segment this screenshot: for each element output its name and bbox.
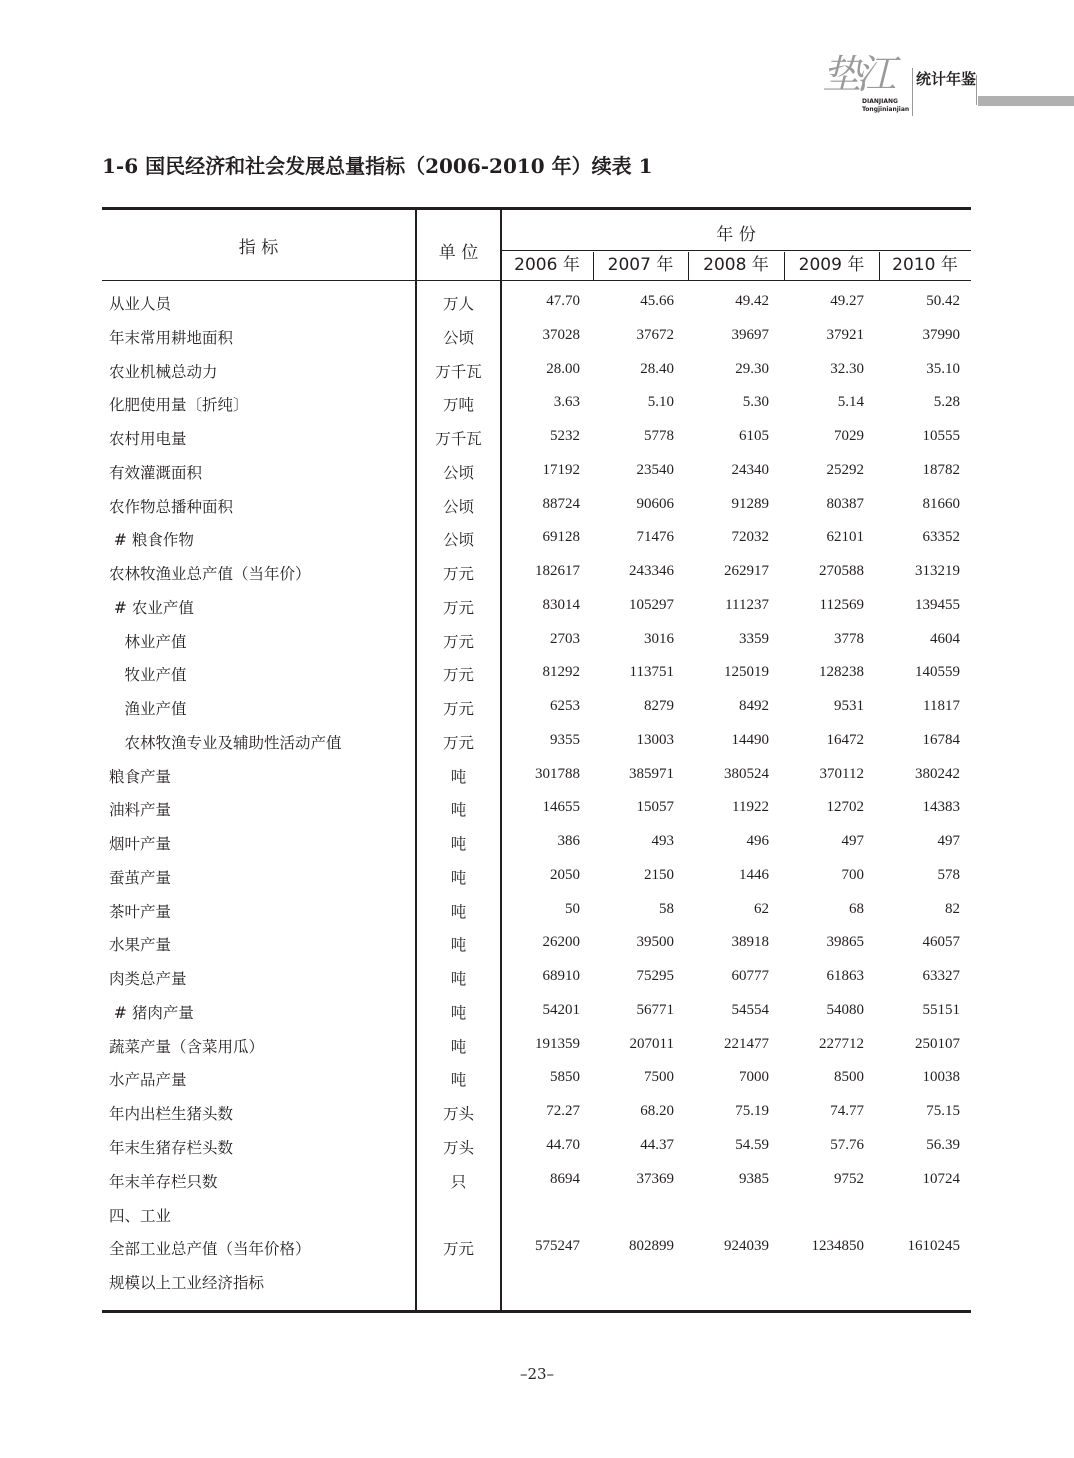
value-2007: 37672 bbox=[636, 326, 674, 343]
value-2008: 29.30 bbox=[735, 360, 769, 377]
value-2009: 5.14 bbox=[837, 394, 864, 411]
row-unit: 万千瓦 bbox=[435, 430, 482, 449]
table-row bbox=[102, 556, 971, 590]
table-row bbox=[102, 860, 971, 894]
value-2008: 5.30 bbox=[742, 394, 769, 411]
value-2007: 113751 bbox=[629, 664, 674, 681]
value-2010: 82 bbox=[945, 900, 960, 917]
value-2006: 3.63 bbox=[553, 394, 580, 411]
value-2009: 61863 bbox=[826, 968, 864, 985]
row-unit: 公顷 bbox=[442, 497, 474, 516]
value-2009: 68 bbox=[849, 900, 864, 917]
top-rule bbox=[102, 207, 971, 210]
value-2010: 75.15 bbox=[926, 1103, 960, 1120]
row-indicator: 年末常用耕地面积 bbox=[109, 328, 234, 347]
row-indicator: 水产品产量 bbox=[109, 1071, 187, 1090]
row-indicator: 水果产量 bbox=[109, 936, 172, 955]
value-2007: 15057 bbox=[636, 799, 674, 816]
row-indicator: 年末生猪存栏头数 bbox=[109, 1139, 234, 1157]
table-row bbox=[102, 1198, 971, 1232]
value-2007: 44.37 bbox=[640, 1137, 674, 1153]
table-row bbox=[102, 995, 971, 1029]
table-row bbox=[102, 657, 971, 691]
value-2009: 1234850 bbox=[811, 1238, 864, 1255]
value-2008: 54554 bbox=[731, 1001, 769, 1018]
value-2009: 9531 bbox=[834, 698, 864, 715]
value-2006: 26200 bbox=[542, 934, 580, 951]
year-divider bbox=[593, 252, 594, 280]
table-row bbox=[102, 759, 971, 793]
row-unit: 吨 bbox=[450, 868, 467, 887]
value-2009: 39865 bbox=[826, 934, 864, 951]
row-unit: 公顷 bbox=[442, 531, 474, 550]
header-unit: 单 位 bbox=[438, 243, 479, 263]
value-2009: 227712 bbox=[819, 1035, 864, 1052]
value-2007: 385971 bbox=[629, 765, 674, 782]
value-2008: 6105 bbox=[739, 428, 769, 445]
value-2010: 63352 bbox=[922, 529, 960, 546]
value-2010: 35.10 bbox=[926, 360, 960, 377]
row-indicator: 牧业产值 bbox=[109, 666, 187, 685]
value-2007: 243346 bbox=[629, 563, 674, 580]
row-unit: 万头 bbox=[442, 1105, 474, 1124]
value-2006: 6253 bbox=[550, 698, 580, 715]
row-unit: 万元 bbox=[442, 632, 474, 651]
table-row bbox=[102, 624, 971, 658]
table-row bbox=[102, 590, 971, 624]
value-2010: 4604 bbox=[930, 630, 960, 647]
header-year: 2007 年 bbox=[607, 255, 674, 275]
value-2008: 8492 bbox=[739, 698, 769, 715]
value-2009: 9752 bbox=[834, 1170, 864, 1187]
header-bar bbox=[978, 96, 1074, 106]
publication-name: 统计年鉴 bbox=[916, 70, 977, 88]
table-row bbox=[102, 1130, 971, 1164]
value-2006: 575247 bbox=[535, 1238, 580, 1255]
value-2006: 44.70 bbox=[546, 1137, 580, 1153]
value-2006: 69128 bbox=[542, 529, 580, 546]
value-2010: 578 bbox=[937, 866, 960, 883]
table-row bbox=[102, 691, 971, 725]
row-indicator: 林业产值 bbox=[109, 632, 187, 651]
row-indicator: # 农业产值 bbox=[109, 598, 194, 617]
row-indicator: 化肥使用量〔折纯〕 bbox=[109, 396, 249, 415]
row-unit: 万元 bbox=[442, 666, 474, 685]
value-2006: 47.70 bbox=[546, 293, 580, 309]
header-year: 2010 年 bbox=[892, 255, 958, 275]
value-2009: 74.77 bbox=[830, 1103, 864, 1120]
value-2008: 3359 bbox=[739, 630, 769, 647]
table-row bbox=[102, 1096, 971, 1130]
value-2008: 111237 bbox=[725, 596, 769, 613]
value-2007: 23540 bbox=[636, 461, 674, 478]
value-2006: 37028 bbox=[542, 326, 580, 343]
value-2008: 125019 bbox=[724, 664, 769, 681]
value-2008: 62 bbox=[754, 900, 769, 917]
row-unit: 公顷 bbox=[442, 328, 474, 347]
row-indicator: 四、工业 bbox=[109, 1206, 172, 1225]
row-indicator: 肉类总产量 bbox=[109, 970, 187, 989]
row-indicator: 蔬菜产量（含菜用瓜） bbox=[109, 1037, 265, 1056]
value-2006: 83014 bbox=[542, 596, 580, 613]
value-2008: 72032 bbox=[731, 529, 769, 546]
row-unit: 吨 bbox=[450, 1037, 467, 1056]
table-row bbox=[102, 961, 971, 995]
value-2006: 14655 bbox=[542, 799, 580, 816]
value-2008: 262917 bbox=[724, 563, 769, 580]
row-indicator: 渔业产值 bbox=[109, 700, 187, 719]
value-2010: 37990 bbox=[922, 326, 960, 343]
value-2006: 2703 bbox=[550, 630, 580, 647]
table-row bbox=[102, 894, 971, 928]
table-title: 1-6 国民经济和社会发展总量指标（2006-2010 年）续表 1 bbox=[102, 154, 653, 178]
value-2008: 7000 bbox=[739, 1069, 769, 1086]
row-indicator: 农村用电量 bbox=[109, 430, 187, 449]
row-unit: 万元 bbox=[442, 700, 474, 719]
value-2008: 9385 bbox=[739, 1170, 769, 1187]
table-row bbox=[102, 725, 971, 759]
header-year: 2006 年 bbox=[514, 255, 580, 275]
row-indicator: 从业人员 bbox=[109, 295, 172, 313]
value-2006: 88724 bbox=[542, 495, 580, 512]
value-2007: 3016 bbox=[644, 630, 674, 647]
row-unit: 万元 bbox=[442, 598, 474, 617]
row-unit: 万元 bbox=[442, 733, 474, 752]
table-row bbox=[102, 792, 971, 826]
value-2008: 380524 bbox=[724, 765, 769, 782]
value-2009: 12702 bbox=[826, 799, 864, 816]
value-2008: 24340 bbox=[731, 461, 769, 478]
value-2006: 5232 bbox=[550, 428, 580, 445]
header-divider bbox=[976, 75, 977, 105]
value-2006: 81292 bbox=[542, 664, 580, 681]
logo-calligraphy: 垫江 bbox=[822, 52, 890, 98]
value-2008: 60777 bbox=[731, 968, 769, 985]
header-year: 2009 年 bbox=[798, 255, 865, 275]
row-unit: 万头 bbox=[442, 1139, 474, 1157]
value-2010: 11817 bbox=[923, 698, 960, 715]
table-row bbox=[102, 1029, 971, 1063]
row-indicator: 农业机械总动力 bbox=[109, 362, 218, 381]
value-2010: 250107 bbox=[915, 1035, 960, 1052]
value-2009: 54080 bbox=[826, 1001, 864, 1018]
row-unit: 吨 bbox=[450, 970, 467, 989]
value-2009: 32.30 bbox=[830, 360, 864, 377]
header-indicator: 指 标 bbox=[238, 238, 279, 258]
value-2010: 10555 bbox=[922, 428, 960, 445]
table-row bbox=[102, 927, 971, 961]
row-unit: 吨 bbox=[450, 936, 467, 955]
table-row bbox=[102, 387, 971, 421]
value-2008: 38918 bbox=[731, 934, 769, 951]
value-2006: 17192 bbox=[542, 461, 580, 478]
value-2009: 700 bbox=[841, 866, 864, 883]
table-row bbox=[102, 1231, 971, 1265]
page-number: –23– bbox=[519, 1365, 555, 1383]
value-2006: 191359 bbox=[535, 1035, 580, 1052]
value-2009: 8500 bbox=[834, 1069, 864, 1086]
row-indicator: 全部工业总产值（当年价格） bbox=[109, 1240, 311, 1259]
value-2009: 37921 bbox=[826, 326, 864, 343]
row-unit: 万千瓦 bbox=[435, 362, 482, 381]
row-indicator: 农林牧渔业总产值（当年价） bbox=[109, 565, 311, 584]
row-unit: 吨 bbox=[450, 1003, 467, 1022]
value-2009: 112569 bbox=[819, 596, 864, 613]
value-2006: 72.27 bbox=[546, 1103, 580, 1120]
row-indicator: # 猪肉产量 bbox=[109, 1003, 194, 1022]
value-2006: 301788 bbox=[535, 765, 580, 782]
row-indicator: 有效灌溉面积 bbox=[109, 463, 203, 482]
header-year-group: 年 份 bbox=[716, 225, 756, 245]
table-row bbox=[102, 522, 971, 556]
value-2010: 81660 bbox=[922, 495, 960, 512]
table-row bbox=[102, 455, 971, 489]
header-year: 2008 年 bbox=[703, 255, 769, 275]
value-2006: 50 bbox=[565, 900, 580, 917]
value-2009: 497 bbox=[841, 833, 864, 850]
year-divider bbox=[879, 252, 880, 280]
value-2007: 56771 bbox=[636, 1001, 674, 1018]
row-indicator: 蚕茧产量 bbox=[109, 868, 172, 887]
value-2007: 71476 bbox=[636, 529, 674, 546]
table-row bbox=[102, 421, 971, 455]
row-indicator: 粮食产量 bbox=[109, 767, 172, 786]
table-row bbox=[102, 354, 971, 388]
row-indicator: 茶叶产量 bbox=[109, 902, 172, 921]
value-2008: 75.19 bbox=[735, 1103, 769, 1120]
row-unit: 万吨 bbox=[442, 396, 474, 415]
value-2010: 313219 bbox=[915, 563, 960, 580]
table-row bbox=[102, 320, 971, 354]
value-2010: 16784 bbox=[922, 731, 960, 748]
value-2010: 497 bbox=[937, 833, 960, 850]
value-2010: 1610245 bbox=[907, 1238, 960, 1255]
year-divider bbox=[784, 252, 785, 280]
value-2009: 7029 bbox=[834, 428, 864, 445]
row-unit: 吨 bbox=[450, 767, 467, 786]
value-2009: 57.76 bbox=[830, 1137, 864, 1153]
table-row bbox=[102, 826, 971, 860]
row-unit: 吨 bbox=[450, 835, 467, 854]
value-2009: 80387 bbox=[826, 495, 864, 512]
value-2007: 802899 bbox=[629, 1238, 674, 1255]
row-unit: 万元 bbox=[442, 1240, 474, 1259]
value-2010: 14383 bbox=[922, 799, 960, 816]
value-2009: 3778 bbox=[834, 630, 864, 647]
row-indicator: 油料产量 bbox=[109, 801, 172, 820]
value-2008: 54.59 bbox=[735, 1137, 769, 1153]
value-2006: 28.00 bbox=[546, 360, 580, 377]
yearbook-logo bbox=[822, 54, 976, 116]
value-2007: 28.40 bbox=[640, 360, 674, 377]
row-unit: 公顷 bbox=[442, 463, 474, 482]
value-2010: 5.28 bbox=[933, 394, 960, 411]
table-row bbox=[102, 489, 971, 523]
table-row bbox=[102, 1062, 971, 1096]
value-2009: 49.27 bbox=[830, 293, 864, 309]
row-indicator: 烟叶产量 bbox=[109, 835, 172, 854]
value-2009: 16472 bbox=[826, 731, 864, 748]
value-2008: 91289 bbox=[731, 495, 769, 512]
row-unit: 吨 bbox=[450, 1071, 467, 1090]
table-row bbox=[102, 286, 971, 320]
value-2006: 68910 bbox=[542, 968, 580, 985]
row-unit: 吨 bbox=[450, 902, 467, 921]
value-2007: 8279 bbox=[644, 698, 674, 715]
value-2007: 39500 bbox=[636, 934, 674, 951]
row-indicator: # 粮食作物 bbox=[109, 531, 194, 550]
value-2008: 496 bbox=[746, 833, 769, 850]
value-2010: 139455 bbox=[915, 596, 960, 613]
logo-divider bbox=[912, 68, 913, 116]
table-row bbox=[102, 1265, 971, 1299]
value-2008: 49.42 bbox=[735, 293, 769, 309]
value-2006: 9355 bbox=[550, 731, 580, 748]
value-2006: 54201 bbox=[542, 1001, 580, 1018]
value-2009: 370112 bbox=[819, 765, 864, 782]
value-2006: 2050 bbox=[550, 866, 580, 883]
value-2007: 7500 bbox=[644, 1069, 674, 1086]
value-2007: 5.10 bbox=[647, 394, 674, 411]
year-divider bbox=[688, 252, 689, 280]
value-2010: 18782 bbox=[922, 461, 960, 478]
value-2009: 25292 bbox=[826, 461, 864, 478]
value-2007: 90606 bbox=[636, 495, 674, 512]
logo-pinyin: DIANJIANG bbox=[862, 98, 898, 105]
value-2007: 45.66 bbox=[640, 293, 674, 309]
row-indicator: 农作物总播种面积 bbox=[109, 497, 234, 516]
value-2010: 10724 bbox=[922, 1170, 960, 1187]
value-2007: 75295 bbox=[636, 968, 674, 985]
row-unit: 只 bbox=[450, 1172, 467, 1191]
row-unit: 吨 bbox=[450, 801, 467, 820]
value-2006: 5850 bbox=[550, 1069, 580, 1086]
value-2007: 68.20 bbox=[640, 1103, 674, 1120]
value-2009: 270588 bbox=[819, 563, 864, 580]
value-2010: 63327 bbox=[922, 968, 960, 985]
value-2008: 1446 bbox=[739, 866, 769, 883]
row-indicator: 年末羊存栏只数 bbox=[109, 1172, 218, 1191]
value-2010: 10038 bbox=[922, 1069, 960, 1086]
value-2006: 182617 bbox=[535, 563, 580, 580]
row-indicator: 年内出栏生猪头数 bbox=[109, 1105, 234, 1124]
value-2007: 207011 bbox=[629, 1035, 674, 1052]
value-2008: 221477 bbox=[724, 1035, 769, 1052]
value-2010: 56.39 bbox=[926, 1137, 960, 1153]
value-2010: 140559 bbox=[915, 664, 960, 681]
logo-pinyin-sub: Tongjinianjian bbox=[862, 106, 910, 113]
value-2010: 380242 bbox=[915, 765, 960, 782]
value-2007: 5778 bbox=[644, 428, 674, 445]
value-2007: 493 bbox=[651, 833, 674, 850]
value-2007: 37369 bbox=[636, 1170, 674, 1187]
value-2006: 8694 bbox=[550, 1170, 580, 1187]
value-2006: 386 bbox=[557, 833, 580, 850]
value-2010: 46057 bbox=[922, 934, 960, 951]
value-2009: 62101 bbox=[826, 529, 864, 546]
header-rule bbox=[102, 280, 971, 281]
value-2008: 14490 bbox=[731, 731, 769, 748]
value-2007: 13003 bbox=[636, 731, 674, 748]
value-2009: 128238 bbox=[819, 664, 864, 681]
table-row bbox=[102, 1164, 971, 1198]
value-2010: 50.42 bbox=[926, 293, 960, 309]
row-indicator: 规模以上工业经济指标 bbox=[109, 1274, 265, 1293]
row-unit: 万人 bbox=[442, 295, 474, 313]
row-indicator: 农林牧渔专业及辅助性活动产值 bbox=[109, 733, 342, 752]
bottom-rule bbox=[102, 1310, 971, 1313]
value-2007: 2150 bbox=[644, 866, 674, 883]
value-2008: 11922 bbox=[732, 799, 769, 816]
value-2008: 924039 bbox=[724, 1238, 769, 1255]
value-2010: 55151 bbox=[922, 1001, 960, 1018]
value-2008: 39697 bbox=[731, 326, 769, 343]
row-unit: 万元 bbox=[442, 565, 474, 584]
value-2007: 105297 bbox=[629, 596, 674, 613]
value-2007: 58 bbox=[659, 900, 674, 917]
